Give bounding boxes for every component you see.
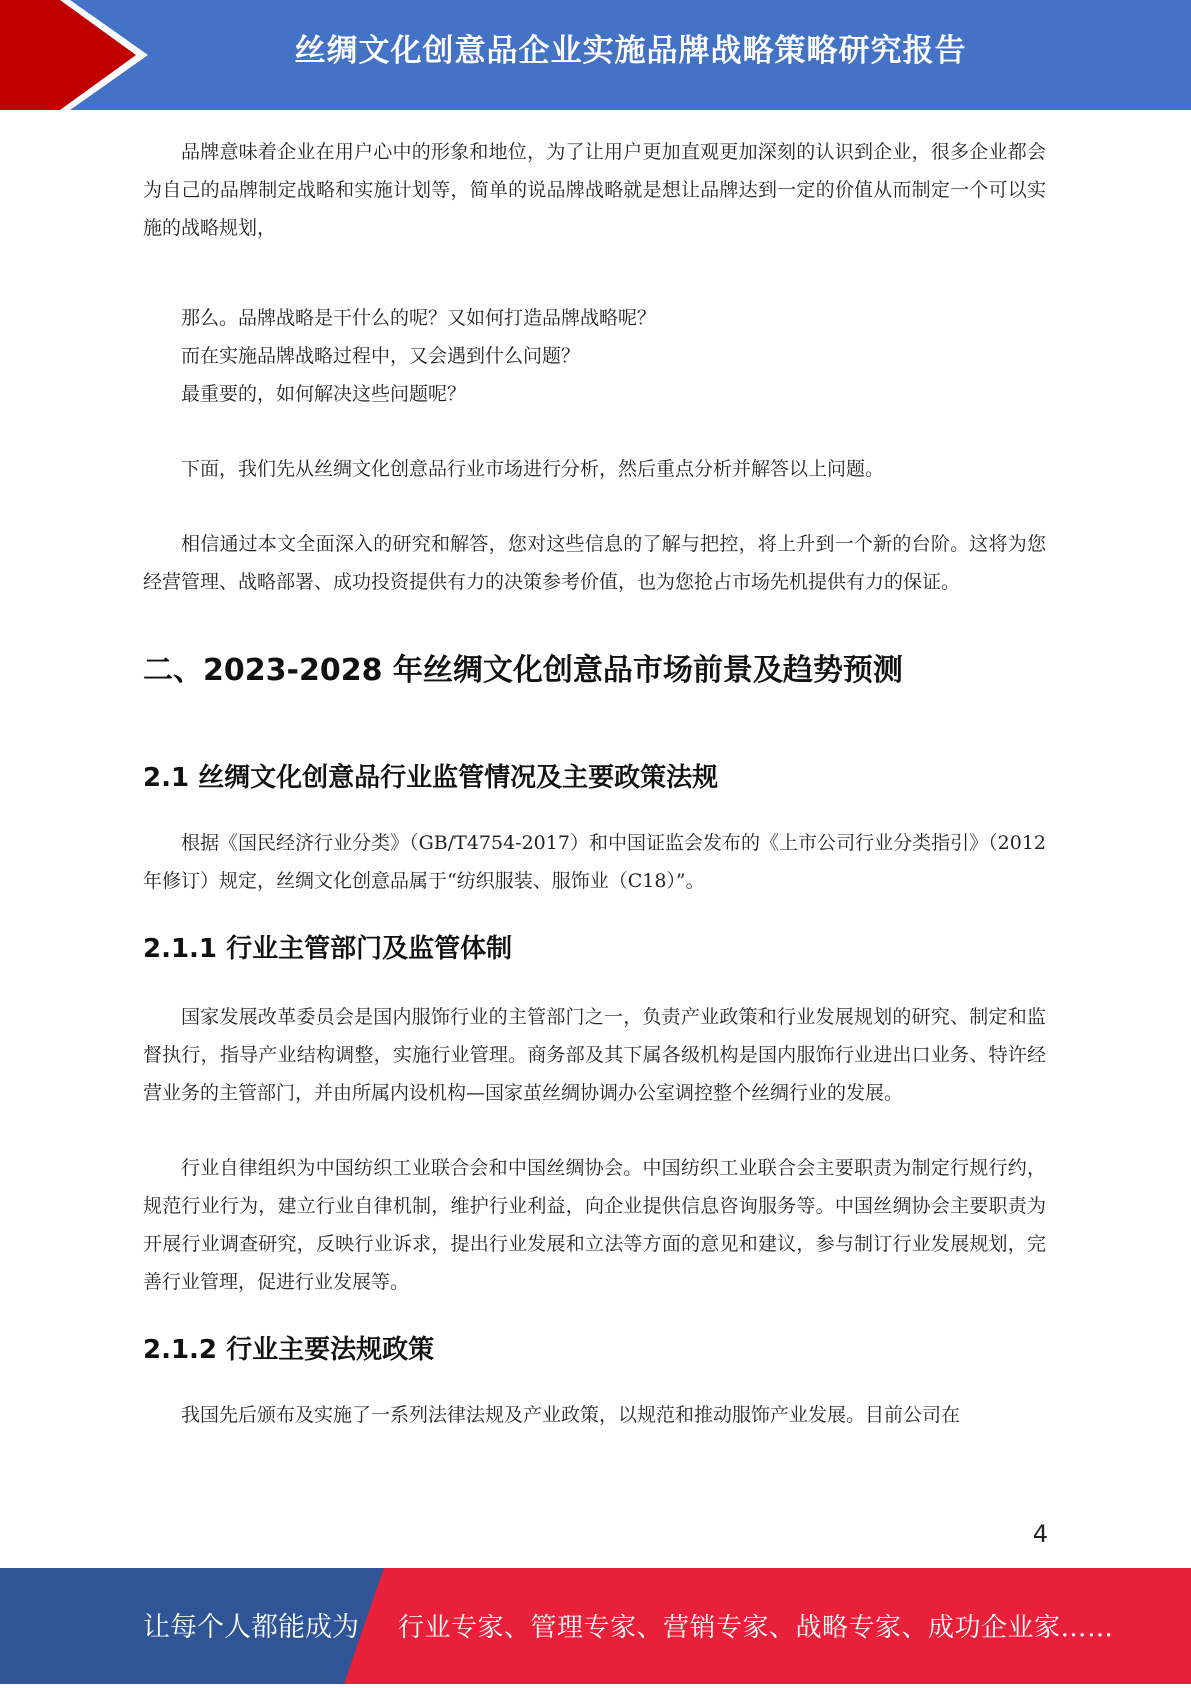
- document-title: 丝绸文化创意品企业实施品牌战略策略研究报告: [294, 33, 967, 69]
- intro-paragraph-1: 品牌意味着企业在用户心中的形象和地位，为了让用户更加直观更加深刻的认识到企业，很多企业都会为自己的品牌制定战略和实施计划等，简单的说品牌战略就是想让品牌达到一定的价值从而制定一个可以实施的战略规划，: [143, 141, 1046, 239]
- footer-slogan-left: 让每个人都能成为: [143, 1612, 359, 1643]
- section-2-1-paragraph: 根据《国民经济行业分类》（GB/T4754-2017）和中国证监会发布的《上市公司行业分类指引》（2012 年修订）规定，丝绸文化创意品属于“纺织服装、服饰业（C18）”。: [143, 832, 1046, 892]
- section-2-1-2-heading: 2.1.2 行业主要法规政策: [143, 1335, 435, 1365]
- section-2-1-1-heading: 2.1.1 行业主管部门及监管体制: [143, 934, 513, 964]
- footer-slogan-right: 行业专家、管理专家、营销专家、战略专家、成功企业家……: [398, 1613, 1114, 1643]
- intro-question-3: 最重要的，如何解决这些问题呢？: [181, 383, 467, 405]
- intro-question-2: 而在实施品牌战略过程中，又会遇到什么问题？: [181, 345, 581, 367]
- page-footer: [0, 1568, 1191, 1684]
- section-2-heading: 二、2023-2028 年丝绸文化创意品市场前景及趋势预测: [143, 653, 903, 688]
- page-header: [0, 0, 1191, 110]
- section-2-1-2-paragraph: 我国先后颁布及实施了一系列法律法规及产业政策，以规范和推动服饰产业发展。目前公司在: [181, 1404, 961, 1426]
- intro-paragraph-2: 下面，我们先从丝绸文化创意品行业市场进行分析，然后重点分析并解答以上问题。: [181, 458, 885, 480]
- section-2-1-heading: 2.1 丝绸文化创意品行业监管情况及主要政策法规: [143, 763, 719, 793]
- section-2-1-1-paragraph-2: 行业自律组织为中国纺织工业联合会和中国丝绸协会。中国纺织工业联合会主要职责为制定行规行约，规范行业行为，建立行业自律机制，维护行业利益，向企业提供信息咨询服务等。中国丝绸协会主要职责为开展行业调查研究，反映行业诉求，提出行业发展和立法等方面的意见和建议，参与制订行业发展规划，完善行业管理，促进行业发展等。: [143, 1157, 1046, 1293]
- intro-question-1: 那么。品牌战略是干什么的呢？又如何打造品牌战略呢？: [181, 307, 657, 329]
- page-content: [143, 133, 1046, 1434]
- intro-paragraph-3: 相信通过本文全面深入的研究和解答，您对这些信息的了解与把控，将上升到一个新的台阶。这将为您经营管理、战略部署、成功投资提供有力的决策参考价值，也为您抢占市场先机提供有力的保证。: [143, 533, 1046, 593]
- page-number: 4: [1032, 1520, 1048, 1548]
- section-2-1-1-paragraph-1: 国家发展改革委员会是国内服饰行业的主管部门之一，负责产业政策和行业发展规划的研究、制定和监督执行，指导产业结构调整，实施行业管理。商务部及其下属各级机构是国内服饰行业进出口业务、特许经营业务的主管部门，并由所属内设机构—国家茧丝绸协调办公室调控整个丝绸行业的发展。: [143, 1006, 1046, 1104]
